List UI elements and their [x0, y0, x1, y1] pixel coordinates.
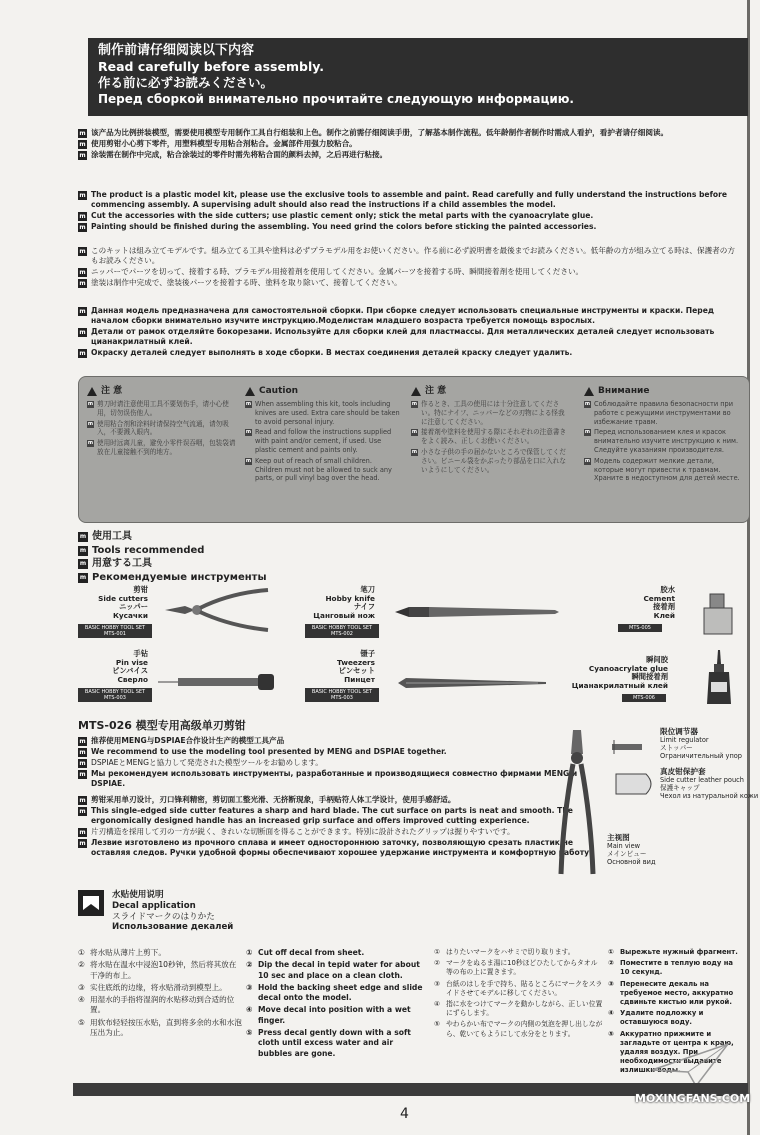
bullet-icon: m: [79, 797, 86, 804]
header-ru: Перед сборкой внимательно прочитайте следующую информацию.: [98, 92, 574, 106]
side-cutters-icon: [160, 588, 270, 634]
bullet-icon: m: [79, 152, 86, 159]
list-item: ② Dip the decal in tepid water for about 10 sec and place on a clean cloth.: [246, 960, 420, 980]
bullet-icon: m: [79, 248, 86, 255]
glue-bottle-icon: [705, 650, 733, 706]
list-item: ⑤ 用软布轻轻按压水贴，直到将多余的水和水泡压出为止。: [78, 1017, 242, 1038]
list-item: m Окраску деталей следует выполнять в ходе сборки. В местах соединения деталей краску следует удалить.: [79, 348, 573, 357]
list-item: m Мы рекомендуем использовать инструменты, разработанные и производящиеся совместно фирмами MENG и DSPIAE.: [79, 769, 578, 788]
caution-en: Caution m When assembling this kit, tools including knives are used. Extra care should be taken to avoid personal injury. m Read and follow the instructions supplied with paint and/or cement, if used. Use plastic cement and paints only. m Keep out of reach of small children. Children must not be allowed to suck any parts, or pull vinyl bag over the head.: [245, 386, 400, 483]
list-item: ③ Перенесите декаль на требуемое место, аккуратно сдвиньте кистью или рукой.: [608, 979, 734, 1007]
cement-bottle-icon: [700, 592, 736, 636]
list-item: ① はりたいマークをハサミで切り取ります。: [434, 948, 575, 956]
decal-heading: 水贴使用说明 Decal application スライドマークのはりかた Использование декалей: [112, 890, 234, 933]
mts026-title: MTS-026 模型专用高级单刃剪钳: [78, 719, 246, 732]
limit-regulator-label: 限位调节器 Limit regulator ストッパー Ограничительный упор: [660, 727, 742, 760]
list-item: ④ 用湿水的手指将湿润的水贴移动到合适的位置。: [78, 995, 235, 1015]
leather-pouch-icon: [612, 772, 658, 796]
mts026-cutter-icon: [555, 728, 615, 878]
list-item: ③ Hold the backing sheet edge and slide decal onto the model.: [246, 982, 423, 1003]
bullet-icon: m: [79, 560, 87, 567]
caution-ru: Внимание m Соблюдайте правила безопасности при работе с режущими инструментами во избежание травм. m Перед использованием клея и красок внимательно изучите инструкцию к ним. Следуйте указаниям производителя. m Модель содержит мелкие детали, которые могут привести к травмам. Храните в недоступном для детей месте.: [584, 386, 740, 483]
bullet-icon: m: [411, 429, 418, 436]
bullet-icon: m: [79, 350, 86, 357]
caution-ja: 注 意 m 作るとき、工具の使用には十分注意してください。特にナイフ、ニッパーなどの刃物による怪我に注意してください。 m 接着剤や塗料を使用する際にそれぞれの注意書きをよく読み、正しくお使いください。 m 小さな子供の手の届かないところで保管してください。ビニール袋をかぶったり部品を口に入れないようにしてください。: [411, 386, 567, 474]
decal-icon: [78, 890, 104, 916]
intro-en: [78, 190, 738, 233]
list-item: m The product is a plastic model kit, please use the exclusive tools to assemble and paint. Read carefully and fully understand the instructions before commencing assembly. A supervising adult should also read the instructions if a child assembles the model.: [79, 190, 728, 209]
bullet-icon: m: [245, 401, 252, 407]
list-item: ④ 指に水をつけてマークを動かしながら、正しい位置にずらします。: [434, 1000, 603, 1018]
list-item: ① Вырежьте нужный фрагмент.: [608, 948, 738, 956]
bullet-icon: m: [79, 840, 86, 847]
bullet-icon: m: [245, 457, 252, 464]
tool-cement-label: 胶水 Cement 接着剤 Клей: [643, 585, 675, 620]
header-ja: 作る前に必ずお読みください。: [98, 75, 274, 90]
tool-side-cutters-label: 剪钳 Side cutters ニッパー Кусачки: [98, 585, 148, 620]
tool-cyanoacrylate-label: 瞬间胶 Cyanoacrylate glue 瞬間接着剤 Цианакрилатный клей: [571, 655, 668, 690]
bullet-icon: m: [87, 401, 94, 407]
page-number: 4: [400, 1106, 409, 1122]
intro-ja: [78, 246, 738, 289]
list-item: ④ Move decal into position with a wet finger.: [246, 1005, 411, 1025]
bullet-icon: m: [584, 457, 591, 464]
warning-icon: [245, 387, 255, 396]
list-item: m 涂装需在制作中完成，粘合涂装过的零件时需先将粘合面的颜料去掉，之后再进行粘接。: [79, 150, 388, 159]
tool-code-badge: MTS-005: [618, 624, 662, 632]
bullet-icon: m: [79, 213, 86, 220]
decal-steps-ja: [434, 948, 604, 1041]
list-item: ② Поместите в теплую воду на 10 секунд.: [608, 959, 734, 977]
list-item: m DSPIAEとMENGと協力して発売された模型ツールをお勧めします。: [79, 758, 323, 767]
header-zh: 制作前请仔细阅读以下内容: [98, 43, 255, 58]
list-item: ② マークをぬるま湯に10秒ほどひたしてからタオル等の布の上に置きます。: [434, 959, 598, 977]
bullet-icon: m: [245, 429, 252, 436]
intro-zh: [78, 128, 738, 161]
tool-pin-vise-label: 手钻 Pin vise ピンバイス Сверло: [112, 649, 148, 684]
list-item: m We recommend to use the modeling tool presented by MENG and DSPIAE together.: [79, 747, 447, 756]
list-item: m Painting should be finished during the assembling. You need grind the colors before sticking the painted accessories.: [79, 222, 597, 231]
list-item: m This single-edged side cutter features a sharp and hard blade. The cut surface on parts is neat and smooth. The ergonomically designed handle has an increased grip surface and offers improved cutting experience.: [79, 806, 573, 825]
tool-code-badge: BASIC HOBBY TOOL SET MTS-002: [305, 624, 379, 638]
caution-zh: 注 意 m 剪刀时请注意使用工具不要划伤手，请小心使用，切勿误伤他人。 m 使用粘合剂和涂料时请保持空气流通，请勿吸入，不要溅入眼内。 m 使用时远离儿童，避免小零件误吞咽，包装袋请放在儿童接触不到的地方。: [87, 386, 236, 456]
list-item: m Лезвие изготовлено из прочного сплава и имеет одностороннюю заточку, позволяющую срезать пластик не оставляя следов. Ручки удобной формы обеспечивают хорошее удержание инструмента и комфортную работу.: [79, 838, 592, 857]
tweezers-icon: [398, 676, 548, 690]
list-item: m 该产品为比例拼装模型，需要使用模型专用制作工具自行组装和上色。制作之前需仔细阅读手册，了解基本制作流程。低年龄制作者制作时需成人看护，看护者请仔细阅读。: [79, 128, 669, 137]
bullet-icon: m: [79, 749, 86, 756]
tool-code-badge: MTS-006: [622, 694, 666, 702]
bullet-icon: m: [411, 401, 418, 407]
list-item: ② 将水贴在温水中浸泡10秒钟，然后将其放在干净的布上。: [78, 960, 237, 980]
bullet-icon: m: [79, 738, 86, 745]
leather-pouch-label: 真皮钳保护套 Side cutter leather pouch 保護キャップ Чехол из натуральной кожи: [660, 767, 759, 800]
bullet-icon: m: [79, 760, 86, 767]
list-item: ① 将水贴从薄片上剪下。: [78, 948, 166, 957]
bullet-icon: m: [79, 192, 86, 199]
list-item: ③ 台紙のはしを手で持ち、貼るところにマークをスライドさせてモデルに移してください。: [434, 979, 603, 997]
list-item: m 使用剪钳小心剪下零件，用塑料模型专用粘合剂粘合。金属部件用强力胶粘合。: [79, 139, 357, 148]
tools-heading: m 使用工具 m Tools recommended m 用意する工具 m Рекомендуемые инструменты: [79, 531, 267, 583]
main-view-label: 主视图 Main view メインビュー Основной вид: [607, 833, 656, 866]
list-item: m 塗装は制作中完成で、塗装後パーツを接着する時、塗料を取り除いて、接着してください。: [79, 278, 402, 287]
header-banner: [88, 38, 748, 116]
warning-icon: [87, 387, 97, 396]
warning-icon: [411, 387, 421, 396]
caution-panel: [78, 376, 750, 523]
list-item: ⑤ Аккуратно прижмите и загладьте от центра к краю, удаляя воздух. При необходимости выдавите излишки воды.: [608, 1029, 734, 1075]
list-item: ⑤ やわらかい布でマークの内側の気泡を押し出しながら、乾いてもようにして水分をとります。: [434, 1020, 603, 1038]
header-en: Read carefully before assembly.: [98, 59, 324, 74]
list-item: ③ 实住底纸的边缘，将水贴滑动到模型上。: [78, 982, 227, 992]
tool-hobby-knife-label: 笔刀 Hobby knife ナイフ Цанговый нож: [313, 585, 375, 620]
bullet-icon: m: [79, 280, 86, 287]
hobby-knife-icon: [395, 604, 560, 620]
list-item: ④ Удалите подложку и оставшуюся воду.: [608, 1009, 704, 1027]
bullet-icon: m: [584, 401, 591, 407]
limit-regulator-icon: [610, 738, 650, 758]
list-item: m このキットは組み立てモデルです。組み立てる工具や塗料は必ずプラモデル用をお使いください。作る前に必ず説明書を最後までお読みください。低年齢の方が組み立てる時は、保護者の方もお読みください。: [79, 246, 735, 265]
list-item: ① Cut off decal from sheet.: [246, 948, 365, 957]
list-item: m Cut the accessories with the side cutters; use plastic cement only; stick the metal parts with the cyanoacrylate glue.: [79, 211, 594, 220]
page-edge: [747, 0, 750, 1135]
decal-steps-zh: [78, 948, 243, 1040]
intro-ru: [78, 306, 738, 359]
bullet-icon: m: [79, 771, 86, 778]
bullet-icon: m: [79, 141, 86, 148]
tool-code-badge: BASIC HOBBY TOOL SET MTS-001: [78, 624, 152, 638]
tool-tweezers-label: 镊子 Tweezers ピンセット Пинцет: [337, 649, 375, 684]
list-item: m 推荐使用MENG与DSPIAE合作设计生产的模型工具产品: [79, 736, 285, 745]
bullet-icon: m: [584, 429, 591, 436]
bullet-icon: m: [87, 420, 94, 427]
tool-code-badge: BASIC HOBBY TOOL SET MTS-003: [78, 688, 152, 702]
list-item: m 剪钳采用单刃设计，刃口锋利精密，剪切面工整光滑、无挤断现象，手柄贴符人体工学设计，使用手感舒适。: [79, 795, 456, 804]
mts026-section: [78, 717, 598, 859]
bullet-icon: m: [79, 546, 87, 554]
bullet-icon: m: [79, 224, 86, 231]
list-item: m Детали от рамок отделяйте бокорезами. Используйте для сборки клей для пластмассы. Для металлических деталей следует использовать цианакрилатный клей.: [79, 327, 715, 346]
list-item: m Данная модель предназначена для самостоятельной сборки. При сборке следует использовать специальные инструменты и краски. Перед началом сборки внимательно изучите инструкцию.Моделистам младшего возраста требуется помощь взрослых.: [79, 306, 715, 325]
tool-code-badge: BASIC HOBBY TOOL SET MTS-003: [305, 688, 379, 702]
bullet-icon: m: [87, 440, 94, 447]
bullet-icon: m: [411, 448, 418, 455]
pin-vise-icon: [158, 672, 278, 692]
bullet-icon: m: [79, 269, 86, 276]
bullet-icon: m: [79, 808, 86, 815]
bullet-icon: m: [79, 308, 86, 315]
warning-icon: [584, 387, 594, 396]
list-item: m ニッパーでパーツを切って、接着する時、プラモデル用接着剤を使用してください。金属パーツを接着する時、瞬間接着剤を使用してください。: [79, 267, 584, 276]
bullet-icon: m: [79, 533, 87, 540]
watermark: MOXINGFANS.COM: [635, 1092, 751, 1105]
decal-steps-en: [246, 948, 428, 1061]
list-item: ⑤ Press decal gently down with a soft cloth until excess water and air bubbles are gone.: [246, 1028, 411, 1058]
bullet-icon: m: [79, 829, 86, 836]
bullet-icon: m: [79, 573, 87, 581]
bullet-icon: m: [79, 130, 86, 137]
bullet-icon: m: [79, 329, 86, 336]
list-item: m 片刃構造を採用して刃の一方が鋭く、きれいな切断面を得ることができます。特別に設計されたグリップは握りやすいです。: [79, 827, 515, 836]
